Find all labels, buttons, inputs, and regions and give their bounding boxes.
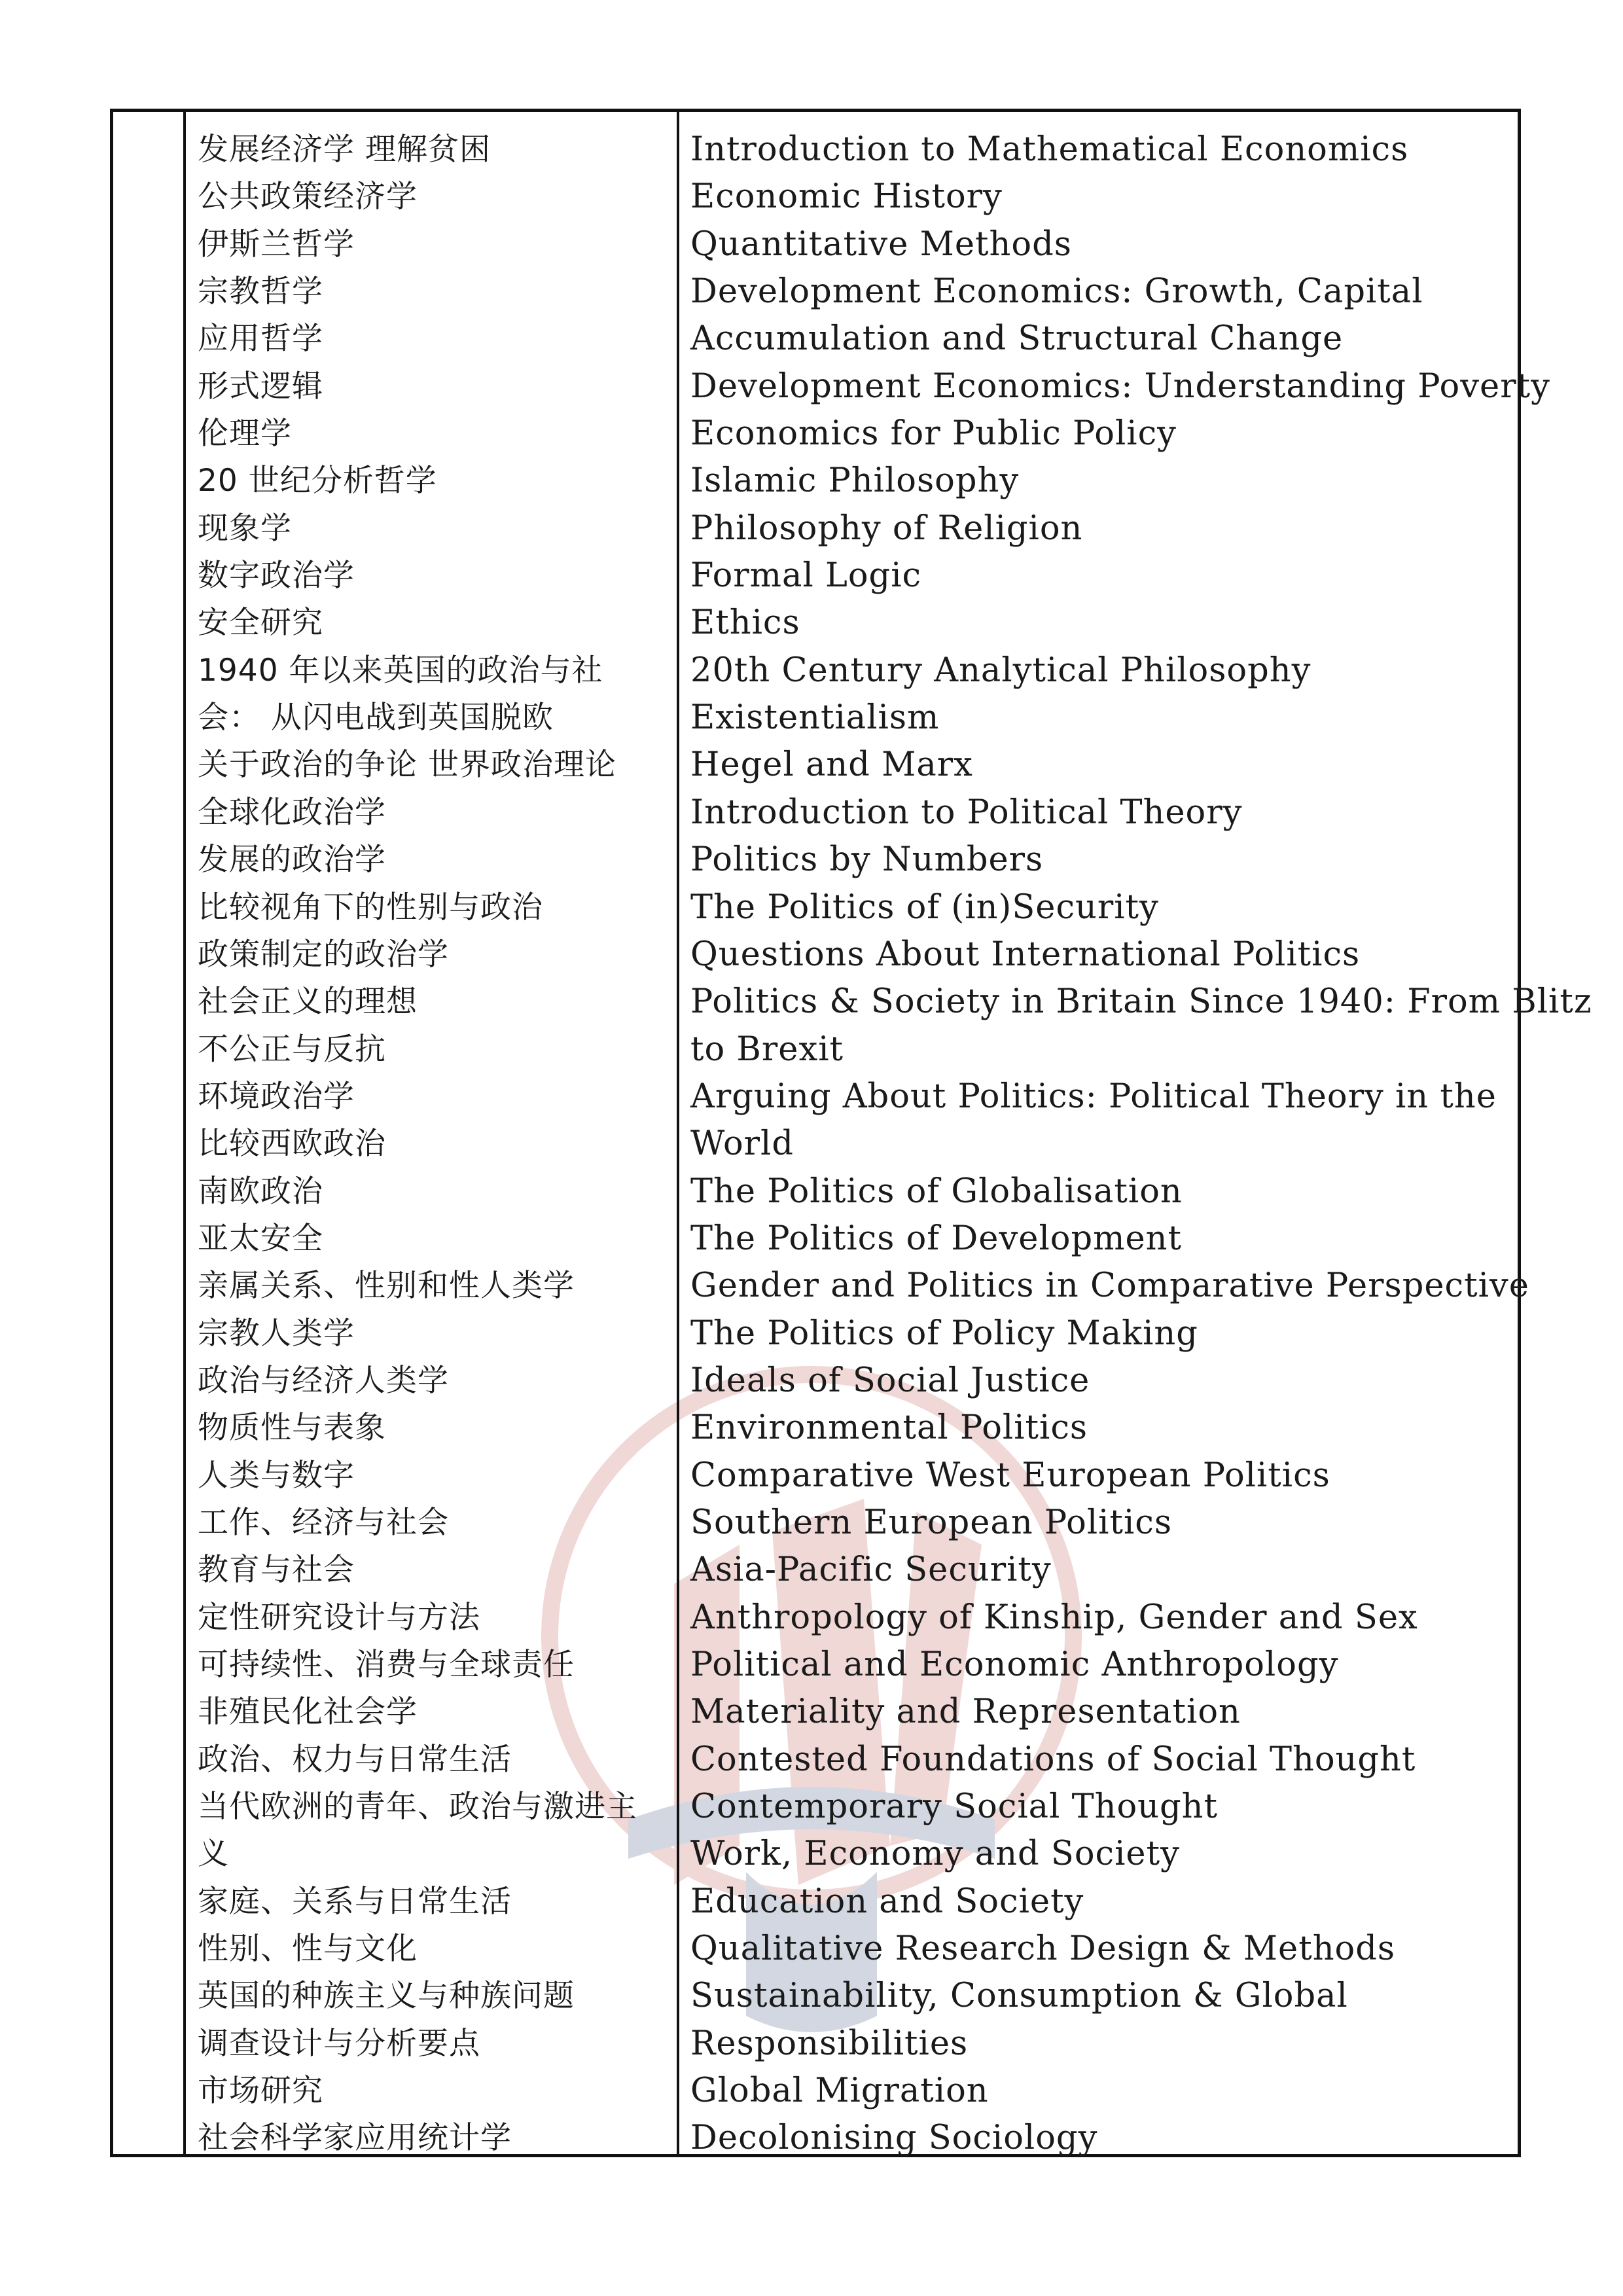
course-name-zh: 全球化政治学 [198, 794, 386, 831]
course-name-en: Accumulation and Structural Change [690, 319, 1344, 359]
course-name-en: Contested Foundations of Social Thought [690, 1740, 1416, 1779]
course-name-en: Contemporary Social Thought [690, 1787, 1218, 1827]
column-divider [183, 112, 186, 2154]
course-name-en: Sustainability, Consumption & Global [690, 1977, 1348, 2016]
course-name-en: Work, Economy and Society [690, 1835, 1180, 1874]
course-name-zh: 社会正义的理想 [198, 984, 418, 1020]
course-name-en: Gender and Politics in Comparative Perspective [690, 1266, 1529, 1306]
course-name-zh: 20 世纪分析哲学 [198, 463, 437, 499]
course-name-en: Introduction to Political Theory [690, 793, 1243, 832]
course-name-en: Quantitative Methods [690, 224, 1072, 264]
course-name-zh: 教育与社会 [198, 1552, 355, 1588]
course-name-zh: 伊斯兰哲学 [198, 226, 355, 262]
course-name-zh: 不公正与反抗 [198, 1031, 386, 1067]
course-name-en: Development Economics: Growth, Capital [690, 272, 1423, 312]
course-name-zh: 英国的种族主义与种族问题 [198, 1978, 575, 2015]
course-name-zh: 亚太安全 [198, 1220, 323, 1257]
course-name-en: Anthropology of Kinship, Gender and Sex [690, 1598, 1418, 1637]
course-name-en: Economics for Public Policy [690, 414, 1177, 454]
course-name-zh: 伦理学 [198, 416, 292, 452]
course-name-en: Formal Logic [690, 556, 922, 596]
course-name-en: Environmental Politics [690, 1408, 1088, 1448]
course-table [110, 109, 1592, 2158]
course-name-en: Responsibilities [690, 2024, 969, 2063]
english-course-list [690, 126, 1592, 2162]
course-name-en: Qualitative Research Design & Methods [690, 1929, 1396, 1969]
course-name-en: The Politics of Policy Making [690, 1314, 1198, 1353]
course-name-en: Global Migration [690, 2072, 989, 2111]
chinese-course-list [198, 126, 669, 2162]
course-name-en: Arguing About Politics: Political Theory in the [690, 1077, 1497, 1116]
column-divider [677, 112, 679, 2154]
course-name-zh: 家庭、关系与日常生活 [198, 1883, 512, 1920]
course-name-zh: 调查设计与分析要点 [198, 2025, 480, 2062]
course-name-en: Ideals of Social Justice [690, 1361, 1090, 1400]
course-name-zh: 政策制定的政治学 [198, 936, 449, 973]
course-name-en: Questions About International Politics [690, 935, 1361, 974]
course-name-zh: 现象学 [198, 510, 292, 547]
course-name-en: to Brexit [690, 1030, 844, 1069]
course-name-en: Asia-Pacific Security [690, 1551, 1052, 1590]
course-name-en: Decolonising Sociology [690, 2119, 1098, 2158]
course-name-en: Education and Society [690, 1882, 1084, 1921]
course-name-zh: 亲属关系、性别和性人类学 [198, 1268, 575, 1304]
course-name-zh: 工作、经济与社会 [198, 1504, 449, 1541]
course-name-zh: 形式逻辑 [198, 368, 323, 404]
course-name-zh: 非殖民化社会学 [198, 1694, 418, 1731]
course-name-en: 20th Century Analytical Philosophy [690, 651, 1311, 690]
course-name-zh: 数字政治学 [198, 558, 355, 594]
course-name-zh: 政治与经济人类学 [198, 1362, 449, 1399]
course-name-zh: 人类与数字 [198, 1457, 355, 1494]
course-name-zh: 环境政治学 [198, 1078, 355, 1115]
course-name-en: Political and Economic Anthropology [690, 1645, 1339, 1684]
course-name-en: Materiality and Representation [690, 1693, 1241, 1732]
course-name-zh: 义 [198, 1836, 229, 1873]
course-name-zh: 安全研究 [198, 605, 323, 641]
course-name-zh: 南欧政治 [198, 1173, 323, 1210]
course-name-zh: 定性研究设计与方法 [198, 1599, 480, 1636]
course-name-en: Southern European Politics [690, 1503, 1173, 1542]
course-name-zh: 物质性与表象 [198, 1410, 386, 1446]
course-name-en: Politics & Society in Britain Since 1940: From Blitz [690, 982, 1592, 1022]
course-name-en: Hegel and Marx [690, 745, 973, 785]
course-name-en: Economic History [690, 177, 1003, 217]
course-name-en: The Politics of (in)Security [690, 888, 1159, 927]
course-name-zh: 宗教人类学 [198, 1315, 355, 1352]
course-name-en: World [690, 1124, 794, 1164]
course-name-en: Comparative West European Politics [690, 1456, 1330, 1495]
course-name-en: The Politics of Globalisation [690, 1172, 1183, 1211]
course-name-zh: 发展经济学 理解贫困 [198, 132, 491, 168]
course-name-zh: 社会科学家应用统计学 [198, 2120, 512, 2157]
course-name-zh: 比较西欧政治 [198, 1126, 386, 1162]
course-name-en: Ethics [690, 603, 800, 643]
course-name-zh: 关于政治的争论 世界政治理论 [198, 747, 616, 783]
course-name-zh: 政治、权力与日常生活 [198, 1741, 512, 1778]
course-name-zh: 公共政策经济学 [198, 179, 418, 215]
course-name-en: Islamic Philosophy [690, 461, 1020, 501]
course-name-zh: 比较视角下的性别与政治 [198, 889, 543, 925]
course-name-zh: 性别、性与文化 [198, 1931, 418, 1967]
course-name-en: Politics by Numbers [690, 840, 1044, 880]
course-name-zh: 1940 年以来英国的政治与社 [198, 652, 603, 689]
course-name-zh: 宗教哲学 [198, 274, 323, 310]
course-name-zh: 当代欧洲的青年、政治与激进主 [198, 1789, 637, 1825]
course-name-en: The Politics of Development [690, 1219, 1182, 1258]
course-name-en: Development Economics: Understanding Poverty [690, 367, 1550, 406]
course-name-en: Philosophy of Religion [690, 509, 1083, 548]
course-name-zh: 市场研究 [198, 2073, 323, 2109]
course-name-en: Introduction to Mathematical Economics [690, 130, 1409, 169]
course-name-zh: 应用哲学 [198, 321, 323, 357]
course-name-en: Existentialism [690, 698, 940, 738]
course-name-zh: 会： 从闪电战到英国脱欧 [198, 700, 554, 736]
course-name-zh: 发展的政治学 [198, 842, 386, 878]
course-name-zh: 可持续性、消费与全球责任 [198, 1647, 575, 1683]
